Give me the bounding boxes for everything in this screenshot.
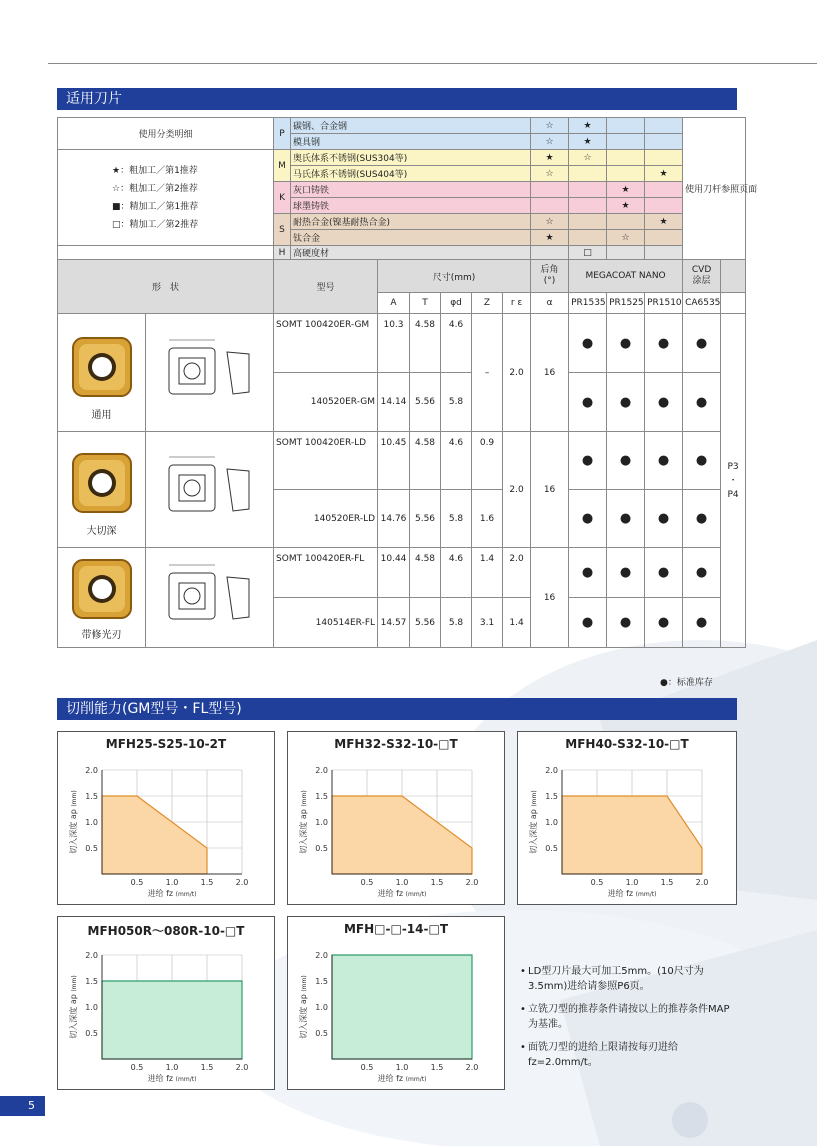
y-tick-label: 1.5 xyxy=(315,977,328,986)
stock-dot: ● xyxy=(645,490,683,548)
grade-pr1510: PR1510 xyxy=(645,293,683,314)
x-tick-label: 1.5 xyxy=(200,878,214,887)
dim-d: 5.8 xyxy=(441,490,472,548)
dim-d: 4.6 xyxy=(441,314,472,373)
mark xyxy=(645,182,683,198)
stock-dot: ● xyxy=(683,598,721,648)
stock-dot: ● xyxy=(645,548,683,598)
material-name: 模具钢 xyxy=(291,134,531,150)
grade-pr1535: PR1535 xyxy=(569,293,607,314)
chart-mfh050r xyxy=(57,916,275,1090)
legend-item: ■：精加工／第1推荐 xyxy=(112,201,199,212)
dim-alpha: 16 xyxy=(531,548,569,648)
y-tick-label: 2.0 xyxy=(315,951,328,960)
y-tick-label: 0.5 xyxy=(545,844,558,853)
dim-z: 1.4 xyxy=(472,548,503,598)
mark: ★ xyxy=(607,182,645,198)
y-tick-label: 1.0 xyxy=(315,1003,328,1012)
insert-photo-wiper xyxy=(58,548,146,648)
model-gm-10: SOMT 100420ER-GM xyxy=(274,314,378,373)
mark: ★ xyxy=(531,230,569,246)
cvd-label: CVD xyxy=(691,265,712,275)
y-tick-label: 0.5 xyxy=(315,1029,328,1038)
shape-label: 带修光刃 xyxy=(81,630,122,641)
dim-alpha: 16 xyxy=(531,432,569,548)
dim-d: 4.6 xyxy=(441,432,472,490)
x-axis-label: 进给 fz (mm/t) xyxy=(377,1074,427,1083)
model-fl-14: 140514ER-FL xyxy=(274,598,378,648)
y-tick-label: 2.0 xyxy=(85,951,98,960)
material-name: 碳钢、合金钢 xyxy=(291,118,531,134)
grade-pr1525: PR1525 xyxy=(607,293,645,314)
insert-drawing xyxy=(146,432,274,548)
y-tick-label: 2.0 xyxy=(545,766,558,775)
dim-t: 5.56 xyxy=(410,598,441,648)
dimensions-header: 尺寸(mm) xyxy=(378,260,531,293)
stock-dot: ● xyxy=(645,598,683,648)
mark: ★ xyxy=(607,198,645,214)
class-header: 使用分类明细 xyxy=(58,118,274,150)
insert-photo-deep xyxy=(58,432,146,548)
mark: □ xyxy=(569,246,607,260)
y-tick-label: 0.5 xyxy=(85,844,98,853)
clearance-label: 后角 xyxy=(540,265,559,275)
x-axis-unit: (mm/t) xyxy=(405,891,427,898)
col-alpha: α xyxy=(531,293,569,314)
x-axis-unit: (mm/t) xyxy=(405,1076,427,1083)
legend-item: ★：粗加工／第1推荐 xyxy=(112,165,198,176)
dim-a: 10.45 xyxy=(378,432,410,490)
y-tick-label: 2.0 xyxy=(85,766,98,775)
stock-dot: ● xyxy=(645,373,683,432)
x-tick-label: 1.5 xyxy=(200,1063,214,1072)
mark xyxy=(607,166,645,182)
insert-photo xyxy=(67,332,137,402)
mark xyxy=(607,246,645,260)
x-tick-label: 0.5 xyxy=(590,878,604,887)
chart-plot xyxy=(288,939,504,1089)
y-tick-label: 1.0 xyxy=(85,1003,98,1012)
dim-re: 2.0 xyxy=(503,432,531,548)
x-tick-label: 1.0 xyxy=(625,878,639,887)
insert-photo xyxy=(67,448,137,518)
mark xyxy=(531,198,569,214)
page-ref xyxy=(721,314,746,648)
y-axis-unit: (mm) xyxy=(71,975,78,992)
mark xyxy=(607,118,645,134)
dim-t: 4.58 xyxy=(410,432,441,490)
mark xyxy=(531,182,569,198)
col-a: A xyxy=(378,293,410,314)
col-t: T xyxy=(410,293,441,314)
dim-a: 14.14 xyxy=(378,373,410,432)
material-name: 奥氏体系不锈钢(SUS304等) xyxy=(291,150,531,166)
stock-dot: ● xyxy=(683,373,721,432)
x-tick-label: 2.0 xyxy=(695,878,709,887)
group-k: K xyxy=(274,182,291,214)
chart-plot xyxy=(58,754,274,904)
mark xyxy=(645,198,683,214)
stock-dot: ● xyxy=(607,490,645,548)
legend xyxy=(58,150,274,246)
note-item: • 立铣刀型的推荐条件请按以上的推荐条件MAP为基准。 xyxy=(520,1002,738,1032)
y-tick-label: 1.0 xyxy=(85,818,98,827)
material-name: 耐热合金(镍基耐热合金) xyxy=(291,214,531,230)
dim-d: 5.8 xyxy=(441,373,472,432)
mark: ☆ xyxy=(531,214,569,230)
chart-title: MFH25-S25-10-2T xyxy=(105,737,227,751)
x-axis-unit: (mm/t) xyxy=(175,1076,197,1083)
y-tick-label: 1.0 xyxy=(545,818,558,827)
spacer xyxy=(721,260,746,293)
capability-section-header: 切削能力(GM型号・FL型号) xyxy=(57,698,737,720)
insert-drawing xyxy=(146,548,274,648)
x-axis-label: 进给 fz (mm/t) xyxy=(147,1074,197,1083)
notes xyxy=(520,964,738,1078)
inserts-section-header: 适用刀片 xyxy=(57,88,737,110)
mark xyxy=(645,118,683,134)
col-z: Z xyxy=(472,293,503,314)
dim-re: 2.0 xyxy=(503,314,531,432)
stock-note: ●：标准库存 xyxy=(660,678,713,688)
chart-title: MFH32-S32-10-□T xyxy=(334,737,458,751)
x-tick-label: 0.5 xyxy=(130,878,144,887)
chart-title: MFH050R～080R-10-□T xyxy=(87,924,245,938)
mark: ☆ xyxy=(569,150,607,166)
y-axis-label: 切入深度 ap (mm) xyxy=(69,790,78,854)
mark xyxy=(569,166,607,182)
insert-spec-table xyxy=(57,117,758,648)
y-axis-unit: (mm) xyxy=(301,975,308,992)
mark: ★ xyxy=(645,214,683,230)
group-s: S xyxy=(274,214,291,246)
stock-dot: ● xyxy=(645,432,683,490)
insert-photo xyxy=(67,554,137,624)
chart-plot xyxy=(288,754,504,904)
dim-t: 5.56 xyxy=(410,373,441,432)
note-item: • 面铣刀型的进给上限请按每刃进给fz=2.0mm/t。 xyxy=(520,1040,738,1070)
stock-dot: ● xyxy=(569,598,607,648)
dim-d: 4.6 xyxy=(441,548,472,598)
x-axis-label: 进给 fz (mm/t) xyxy=(147,889,197,898)
dim-d: 5.8 xyxy=(441,598,472,648)
capability-area xyxy=(332,796,472,874)
y-tick-label: 0.5 xyxy=(315,844,328,853)
material-name: 马氏体系不锈钢(SUS404等) xyxy=(291,166,531,182)
x-tick-label: 0.5 xyxy=(130,1063,144,1072)
chart-plot xyxy=(58,939,274,1089)
stock-dot: ● xyxy=(607,373,645,432)
material-name: 灰口铸铁 xyxy=(291,182,531,198)
clearance-unit: (°) xyxy=(543,276,556,286)
dim-a: 10.44 xyxy=(378,548,410,598)
stock-dot: ● xyxy=(683,432,721,490)
mark xyxy=(645,134,683,150)
model-ld-10: SOMT 100420ER-LD xyxy=(274,432,378,490)
chart-mfh32 xyxy=(287,731,505,905)
x-tick-label: 1.0 xyxy=(165,1063,179,1072)
cvd-coat: 涂层 xyxy=(692,276,711,286)
y-tick-label: 1.0 xyxy=(315,818,328,827)
grade-ca6535: CA6535 xyxy=(683,293,721,314)
chart-title: MFH□-□-14-□T xyxy=(343,922,449,936)
legend-item: □：精加工／第2推荐 xyxy=(112,219,199,230)
x-tick-label: 2.0 xyxy=(465,878,479,887)
chart-mfh14 xyxy=(287,916,505,1090)
stock-dot: ● xyxy=(645,314,683,373)
y-tick-label: 0.5 xyxy=(85,1029,98,1038)
capability-area xyxy=(102,981,242,1059)
y-tick-label: 1.5 xyxy=(85,977,98,986)
material-name: 球墨铸铁 xyxy=(291,198,531,214)
insert-photo-general xyxy=(58,314,146,432)
y-axis-label: 切入深度 ap (mm) xyxy=(529,790,538,854)
mark: ☆ xyxy=(531,134,569,150)
material-name: 高硬度材 xyxy=(291,246,531,260)
group-p: P xyxy=(274,118,291,150)
dim-z: – xyxy=(472,314,503,432)
dim-a: 10.3 xyxy=(378,314,410,373)
y-axis-unit: (mm) xyxy=(531,790,538,807)
y-tick-label: 2.0 xyxy=(315,766,328,775)
stock-dot: ● xyxy=(607,548,645,598)
mark xyxy=(569,230,607,246)
stock-dot: ● xyxy=(569,314,607,373)
shape-label: 通用 xyxy=(91,410,112,421)
dim-z: 1.6 xyxy=(472,490,503,548)
page-number: 5 xyxy=(0,1096,45,1116)
y-tick-label: 1.5 xyxy=(315,792,328,801)
dim-a: 14.76 xyxy=(378,490,410,548)
holder-ref: 使用刀杆参照页面 xyxy=(683,118,746,260)
chart-mfh40 xyxy=(517,731,737,905)
dim-a: 14.57 xyxy=(378,598,410,648)
chart-title: MFH40-S32-10-□T xyxy=(565,737,689,751)
dim-t: 4.58 xyxy=(410,548,441,598)
page-ref-sep: ・ xyxy=(728,475,738,486)
cvd-header xyxy=(683,260,721,293)
dim-t: 5.56 xyxy=(410,490,441,548)
stock-dot: ● xyxy=(569,490,607,548)
y-axis-label: 切入深度 ap (mm) xyxy=(299,790,308,854)
x-tick-label: 1.5 xyxy=(430,878,444,887)
stock-dot: ● xyxy=(683,490,721,548)
legend-item: ☆：粗加工／第2推荐 xyxy=(112,183,198,194)
x-tick-label: 2.0 xyxy=(235,1063,249,1072)
mark xyxy=(607,150,645,166)
model-gm-14: 140520ER-GM xyxy=(274,373,378,432)
col-re: r ε xyxy=(503,293,531,314)
y-axis-unit: (mm) xyxy=(71,790,78,807)
model-fl-10: SOMT 100420ER-FL xyxy=(274,548,378,598)
mark xyxy=(531,246,569,260)
dim-z: 0.9 xyxy=(472,432,503,490)
stock-dot: ● xyxy=(569,548,607,598)
x-tick-label: 0.5 xyxy=(360,878,374,887)
stock-dot: ● xyxy=(683,314,721,373)
x-tick-label: 1.5 xyxy=(430,1063,444,1072)
x-tick-label: 2.0 xyxy=(235,878,249,887)
mark xyxy=(569,198,607,214)
mark xyxy=(645,230,683,246)
y-tick-label: 1.5 xyxy=(545,792,558,801)
mark xyxy=(569,182,607,198)
stock-dot: ● xyxy=(569,432,607,490)
stock-dot: ● xyxy=(607,598,645,648)
x-tick-label: 2.0 xyxy=(465,1063,479,1072)
material-name: 钛合金 xyxy=(291,230,531,246)
mark xyxy=(569,214,607,230)
x-axis-label: 进给 fz (mm/t) xyxy=(377,889,427,898)
stock-dot: ● xyxy=(683,548,721,598)
mark: ☆ xyxy=(531,118,569,134)
top-rule xyxy=(48,63,817,64)
chart-mfh25 xyxy=(57,731,275,905)
group-h: H xyxy=(274,246,291,260)
megacoat-header: MEGACOAT NANO xyxy=(569,260,683,293)
mark: ★ xyxy=(645,166,683,182)
page-ref-p3: P3 xyxy=(727,461,739,472)
dim-re: 1.4 xyxy=(503,598,531,648)
col-d: φd xyxy=(441,293,472,314)
mark: ★ xyxy=(569,134,607,150)
capability-area xyxy=(562,796,702,874)
dim-re: 2.0 xyxy=(503,548,531,598)
x-axis-label: 进给 fz (mm/t) xyxy=(607,889,657,898)
chart-plot xyxy=(518,754,736,904)
mark: ☆ xyxy=(607,230,645,246)
y-tick-label: 1.5 xyxy=(85,792,98,801)
y-axis-unit: (mm) xyxy=(301,790,308,807)
model-header: 型号 xyxy=(274,260,378,314)
x-axis-unit: (mm/t) xyxy=(175,891,197,898)
mark xyxy=(607,134,645,150)
note-item: • LD型刀片最大可加工5mm。(10尺寸为3.5mm)进给请参照P6页。 xyxy=(520,964,738,994)
capability-area xyxy=(102,796,207,874)
dim-z: 3.1 xyxy=(472,598,503,648)
mark xyxy=(645,246,683,260)
capability-area xyxy=(332,955,472,1059)
x-axis-unit: (mm/t) xyxy=(635,891,657,898)
x-tick-label: 1.0 xyxy=(165,878,179,887)
y-axis-label: 切入深度 ap (mm) xyxy=(299,975,308,1039)
x-tick-label: 0.5 xyxy=(360,1063,374,1072)
stock-dot: ● xyxy=(607,432,645,490)
stock-dot: ● xyxy=(569,373,607,432)
x-tick-label: 1.5 xyxy=(660,878,674,887)
model-ld-14: 140520ER-LD xyxy=(274,490,378,548)
group-m: M xyxy=(274,150,291,182)
mark: ★ xyxy=(569,118,607,134)
shape-header: 形 状 xyxy=(58,260,274,314)
y-axis-label: 切入深度 ap (mm) xyxy=(69,975,78,1039)
stock-dot: ● xyxy=(607,314,645,373)
mark xyxy=(607,214,645,230)
clearance-header xyxy=(531,260,569,293)
mark xyxy=(645,150,683,166)
insert-drawing xyxy=(146,314,274,432)
x-tick-label: 1.0 xyxy=(395,878,409,887)
x-tick-label: 1.0 xyxy=(395,1063,409,1072)
dim-alpha: 16 xyxy=(531,314,569,432)
shape-label: 大切深 xyxy=(86,526,117,537)
page-ref-p4: P4 xyxy=(727,489,739,500)
mark: ★ xyxy=(531,150,569,166)
mark: ☆ xyxy=(531,166,569,182)
dim-t: 4.58 xyxy=(410,314,441,373)
